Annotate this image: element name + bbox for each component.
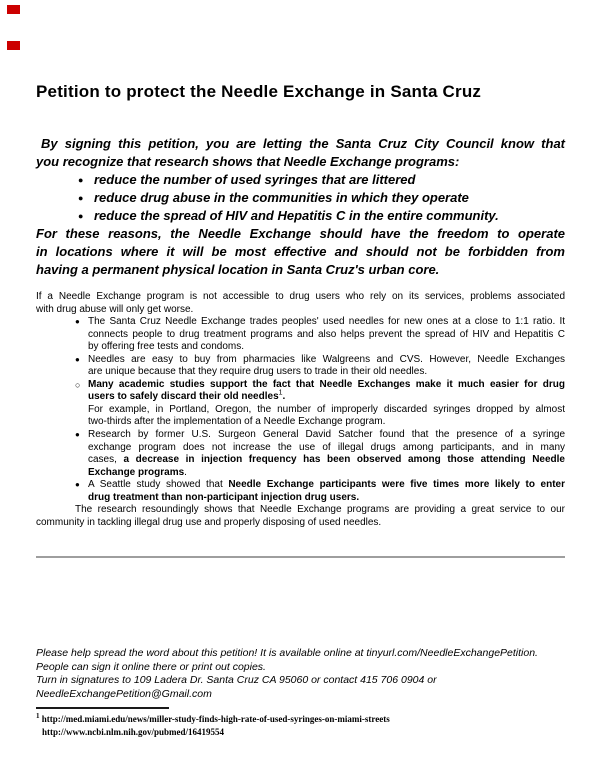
intro-line-2: you recognize that research shows that Needle Exchange programs: xyxy=(36,154,460,169)
intro-closing-line-3: having a permanent physical location in Santa Cruz's urban core. xyxy=(36,262,440,277)
body-bullet-3-line xyxy=(36,391,565,404)
bullet-dot-icon: ● xyxy=(78,193,84,203)
body-bullet-4-regular: cases, xyxy=(88,454,124,466)
red-mark-top xyxy=(7,5,20,14)
body-bullet-4-line xyxy=(36,467,565,480)
body-bullet-5-line xyxy=(36,492,565,505)
body-section xyxy=(36,291,565,529)
bullet-dot-icon: ● xyxy=(78,211,84,221)
footnote-line-1 xyxy=(36,713,576,726)
body-bullet-5 xyxy=(36,479,565,492)
body-bullet-3-period: . xyxy=(282,391,286,403)
intro-bullet-3-text: reduce the spread of HIV and Hepatitis C in the entire community. xyxy=(94,208,499,223)
intro-bullet-1-text: reduce the number of used syringes that are littered xyxy=(94,172,416,187)
intro-bullet-3 xyxy=(36,207,565,225)
body-bullet-4-line: exchange program does not increase the use of illegal drugs among participants, and in many xyxy=(88,441,565,453)
body-paragraph-line: with drug abuse will only get worse. xyxy=(36,303,194,315)
bullet-dot-icon: ● xyxy=(75,430,80,440)
intro-bullet-2-text: reduce drug abuse in the communities in which they operate xyxy=(94,190,469,205)
body-bullet-1-text: The Santa Cruz Needle Exchange trades peoples' used needles for new ones at a close to 1:1 ratio. It xyxy=(88,316,565,328)
body-bullet-2 xyxy=(36,354,565,367)
footnote-url-2: http://www.ncbi.nlm.nih.gov/pubmed/16419554 xyxy=(42,726,225,737)
section-divider xyxy=(36,556,565,558)
body-bullet-4-bold: Exchange programs xyxy=(88,466,185,478)
page-title: Petition to protect the Needle Exchange in Santa Cruz xyxy=(36,82,482,101)
body-bullet-3 xyxy=(36,379,565,392)
body-bullet-3-bold: Many academic studies support the fact that Needle Exchanges make it much easier for drug xyxy=(88,378,565,390)
intro-bullet-1 xyxy=(36,171,565,189)
intro-line-1: By signing this petition, you are letting the Santa Cruz City Council know that xyxy=(41,136,565,151)
body-bullet-3-bold: users to safely discard their old needles xyxy=(88,391,279,403)
bullet-dot-icon: ● xyxy=(75,317,80,327)
body-bullet-5-regular: A Seattle study showed that xyxy=(88,479,229,491)
body-bullet-4-bold: a decrease in injection frequency has been observed among those attending Needle xyxy=(123,454,565,466)
intro-section xyxy=(36,135,565,279)
bullet-dot-icon: ● xyxy=(75,354,80,364)
intro-closing-line-1: For these reasons, the Needle Exchange should have the freedom to operate xyxy=(36,226,565,241)
body-bullet-4-text: Research by former U.S. Surgeon General David Satcher found that the presence of a syringe xyxy=(88,429,565,441)
footer-line-3: Turn in signatures to 109 Ladera Dr. Santa Cruz CA 95060 or contact 415 706 0904 or xyxy=(36,674,437,687)
body-bullet-3-line: For example, in Portland, Oregon, the number of improperly discarded syringes dropped by almost xyxy=(88,403,565,415)
body-bullet-5-bold: Needle Exchange participants were five times more likely to enter xyxy=(228,479,565,491)
footer-note xyxy=(36,647,586,701)
body-bullet-4-period: . xyxy=(184,466,187,478)
body-paragraph-line: If a Needle Exchange program is not accessible to drug users who rely on its services, problems associated xyxy=(36,291,565,302)
footnote-ref-superscript: 1 xyxy=(278,390,283,398)
bullet-dot-icon: ● xyxy=(75,480,80,490)
bullet-circle-icon: ○ xyxy=(75,379,81,390)
body-bullet-1-line: by offering free tests and condoms. xyxy=(88,341,245,353)
footnotes-section xyxy=(36,713,576,738)
bullet-dot-icon: ● xyxy=(78,175,84,185)
body-bullet-1-line: connects people to drug treatment programs and also helps prevent the spread of HIV and Hepatitis C xyxy=(88,328,565,340)
body-closing-line-2: community in tackling illegal drug use and properly disposing of used needles. xyxy=(36,516,382,528)
footer-line-2: People can sign it online there or print out copies. xyxy=(36,660,266,673)
body-closing-line-1: The research resoundingly shows that Needle Exchange programs are providing a great service to our xyxy=(75,504,565,516)
body-bullet-3-line: two-thirds after the implementation of a Needle Exchange program. xyxy=(88,416,386,428)
body-bullet-1 xyxy=(36,316,565,329)
footnote-number: 1 xyxy=(36,712,40,720)
red-mark-lower xyxy=(7,41,20,50)
footer-line-1: Please help spread the word about this petition! It is available online at tinyurl.com/NeedleExchangePetition. xyxy=(36,647,538,659)
body-bullet-4-line xyxy=(36,454,565,467)
body-bullet-2-line: are unique because that they require drug users to trade in their old needles. xyxy=(88,366,428,378)
body-bullet-2-text: Needles are easy to buy from pharmacies like Walgreens and CVS. However, Needle Exchanges xyxy=(88,353,565,365)
intro-closing-line-2: in locations where it will be most effective and should not be forbidden from xyxy=(36,244,565,259)
footnote-rule xyxy=(36,707,169,709)
body-bullet-4 xyxy=(36,429,565,442)
intro-bullet-2 xyxy=(36,189,565,207)
footnote-url-1: http://med.miami.edu/news/miller-study-finds-high-rate-of-used-syringes-on-miami-streets xyxy=(41,714,390,724)
body-bullet-5-bold: drug treatment than non-participant injection drug users. xyxy=(88,491,360,503)
footer-email: NeedleExchangePetition@Gmail.com xyxy=(36,687,212,700)
